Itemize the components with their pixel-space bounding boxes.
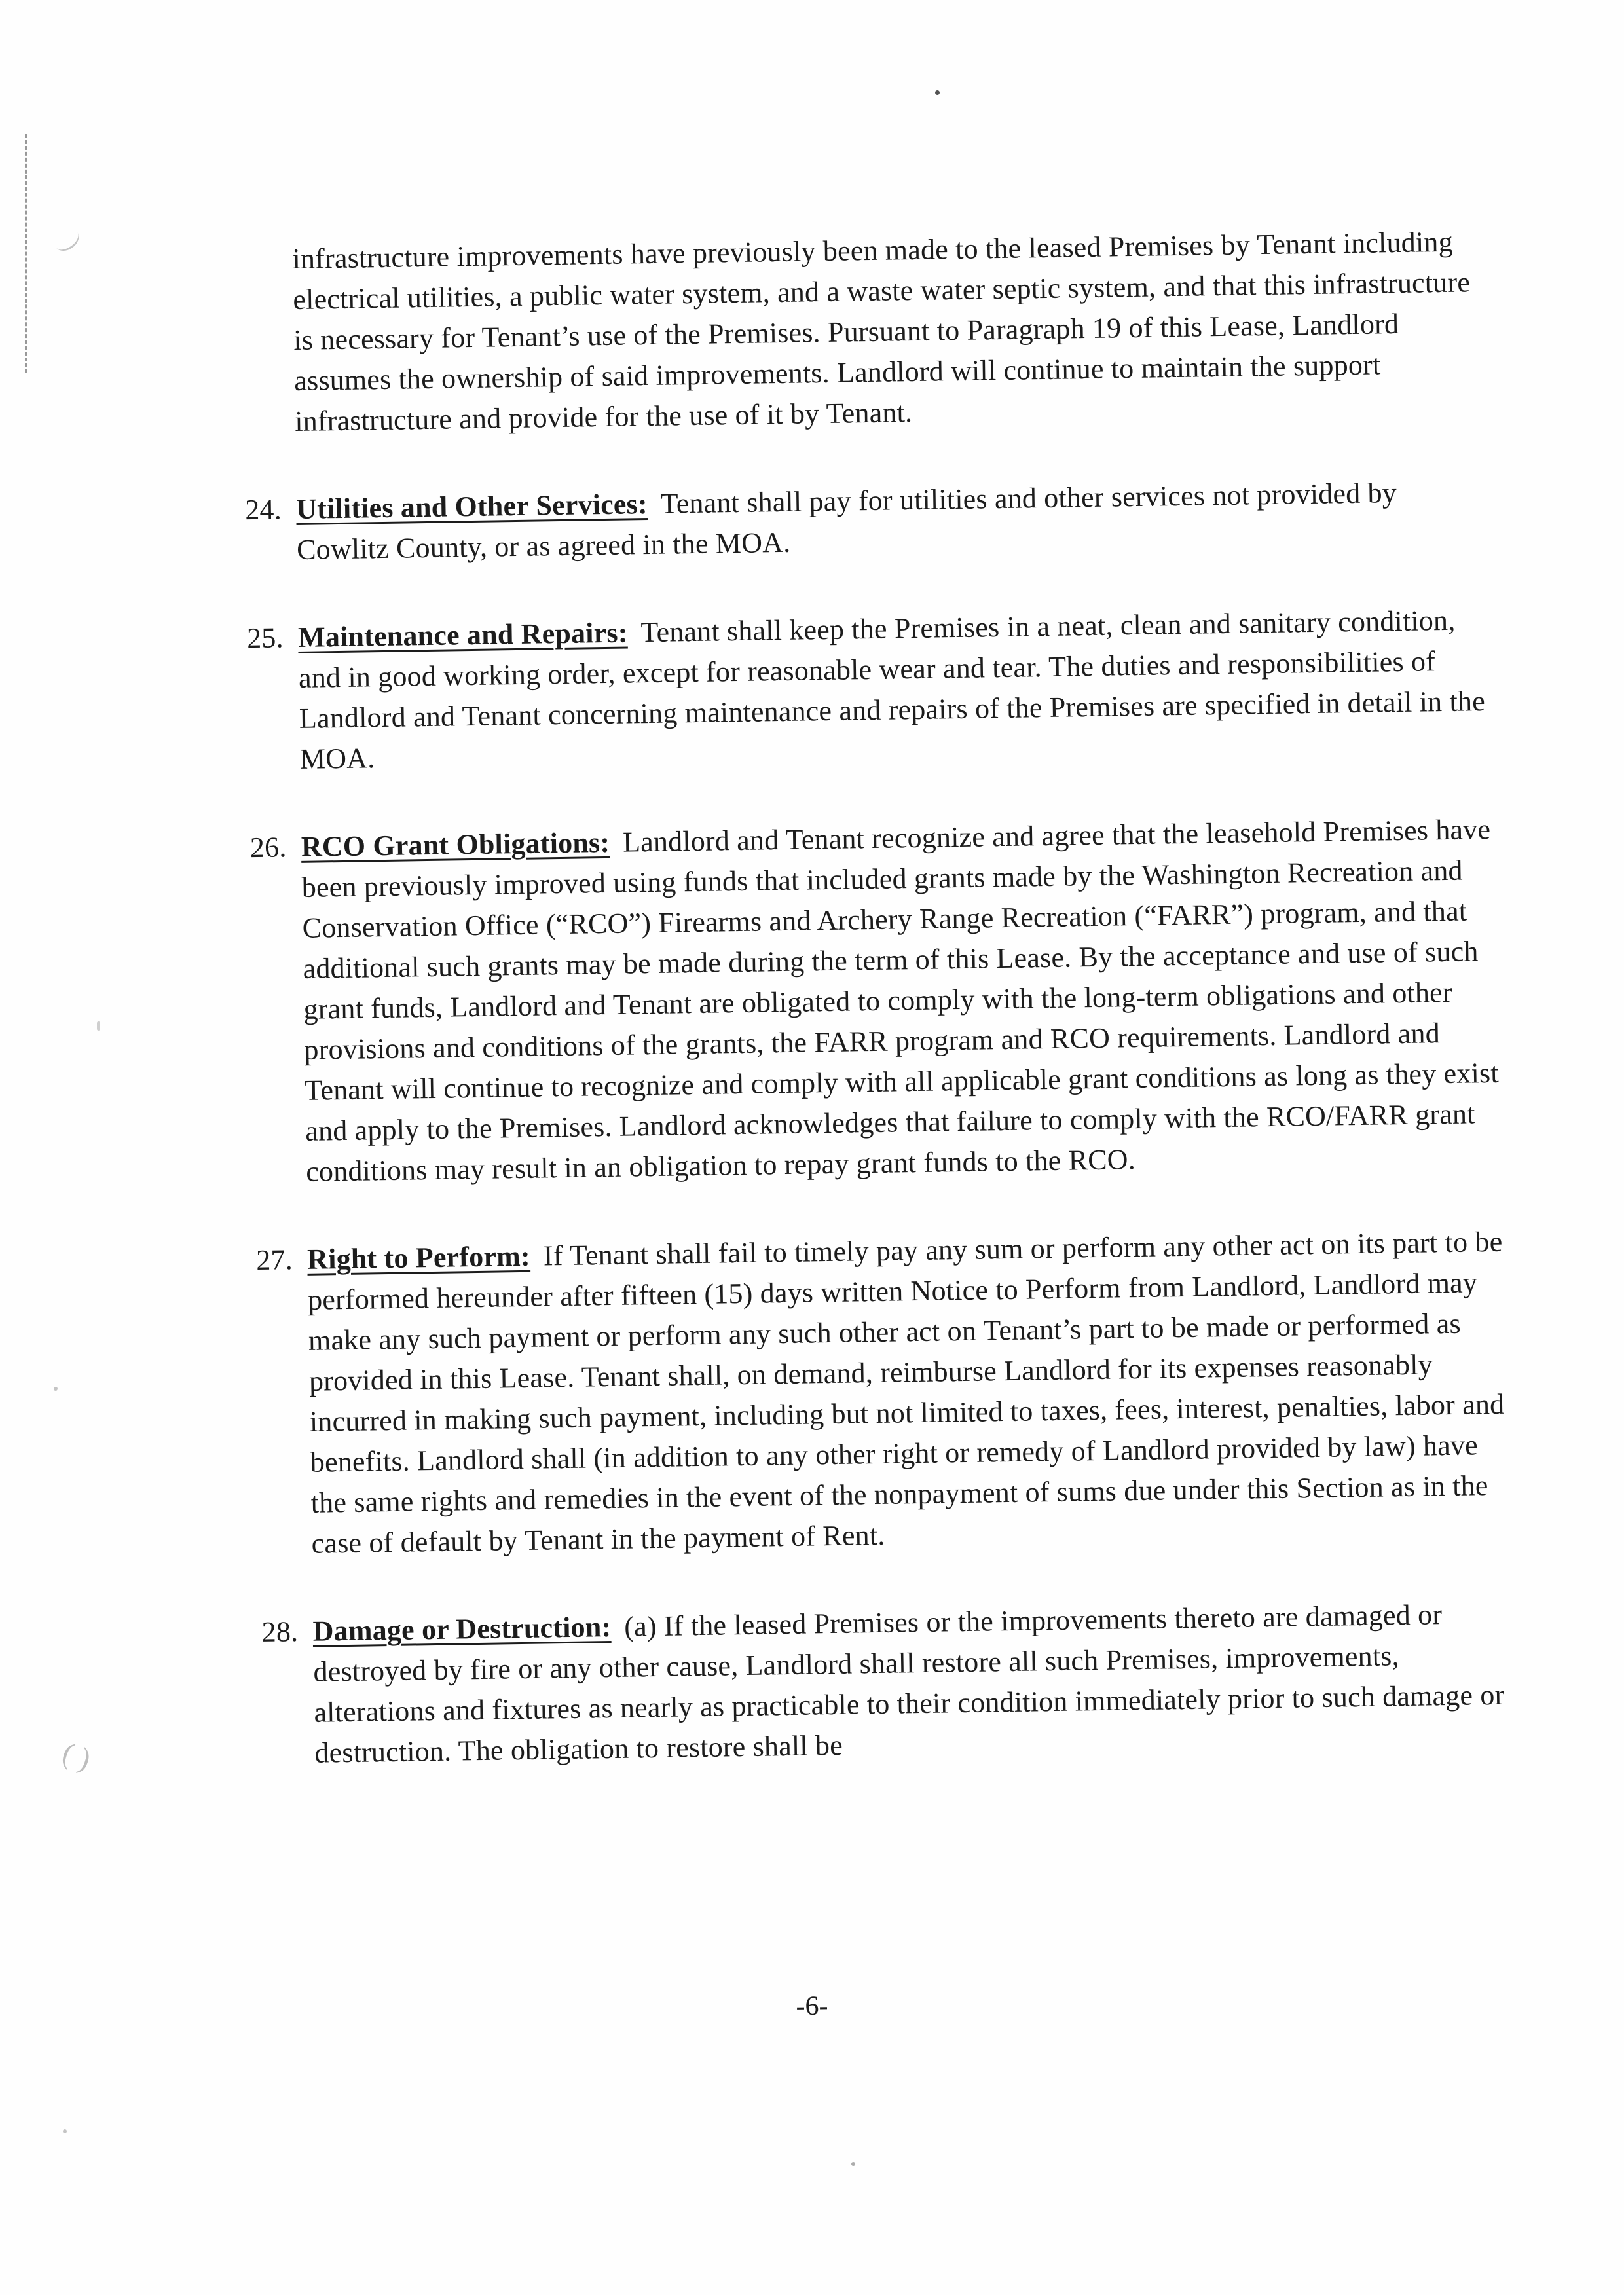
section-rco-grant-obligations — [249, 809, 1505, 1193]
scan-artifact-dot — [851, 2162, 855, 2166]
section-heading: RCO Grant Obligations: — [301, 826, 610, 863]
section-number: 25. — [246, 621, 284, 655]
section-body: Tenant shall keep the Premises in a neat, clean and sanitary condition, and in good working order, except for reasonable wear and tear. The duties and responsibilities of Landlord and Tenant concerning maintenance and repairs of the Premises are specified in detail in the MOA. — [298, 604, 1486, 775]
section-utilities-and-other-services — [245, 471, 1497, 571]
section-number: 28. — [261, 1615, 299, 1648]
section-body: Tenant shall pay for utilities and other services not provided by Cowlitz County, or as agreed in the MOA. — [296, 477, 1397, 566]
section-heading: Maintenance and Repairs: — [297, 616, 628, 653]
section-number: 24. — [244, 493, 282, 526]
scan-artifact-squiggle — [50, 225, 83, 255]
scan-artifact-paren: ( ) — [58, 1735, 95, 1776]
document-body — [241, 221, 1515, 1822]
section-number: 26. — [249, 831, 287, 864]
scan-artifact-tick — [97, 1021, 100, 1031]
scan-artifact-dot — [935, 90, 940, 95]
scan-artifact-dot — [63, 2129, 67, 2133]
scan-artifact-dashed-line — [25, 134, 27, 373]
page-number: -6- — [796, 1991, 828, 2022]
section-body: Landlord and Tenant recognize and agree that the leasehold Premises have been previously improved using funds that included grants made by the Washington Recreation and Conservation Office (“RCO”) Firearms and Archery Range Recreation (“FARR”) program, and that additional such grants may be made during the term of this Lease. By the acceptance and use of such grant funds, Landlord and Tenant are obligated to comply with the long-term obligations and other provisions and conditions of the grants, the FARR program and RCO requirements. Landlord and Tenant will continue to recognize and comply with all applicable grant conditions as long as they exist and apply to the Premises. Landlord acknowledges that failure to comply with the RCO/FARR grant conditions may result in an obligation to repay grant funds to the RCO. — [301, 813, 1500, 1188]
section-maintenance-and-repairs — [247, 600, 1500, 780]
scan-artifact-dot — [54, 1387, 58, 1391]
section-damage-or-destruction — [261, 1594, 1514, 1774]
section-heading: Utilities and Other Services: — [295, 488, 648, 525]
continuation-paragraph: infrastructure improvements have previously been made to the leased Premises by Tenant including electrical utilities, a public water system, and a waste water septic system, and that this infrastructure is necessary for Tenant’s use of the Premises. Pursuant to Paragraph 19 of this Lease, Landlord assumes the ownership of said improvements. Landlord will continue to maintain the support infrastructure and provide for the use of it by Tenant. — [292, 225, 1471, 437]
section-body: If Tenant shall fail to timely pay any sum or perform any other act on its part to be performed hereunder after fifteen (15) days written Notice to Perform from Landlord, Landlord may make any such payment or perform any such other act on Tenant’s part to be made or performed as provided in this Lease. Tenant shall, on demand, reimburse Landlord for its expenses reasonably incurred in making such payment, including but not limited to taxes, fees, interest, penalties, labor and benefits. Landlord shall (in addition to any other right or remedy of Landlord provided by law) have the same rights and remedies in the event of the nonpayment of sums due under this Section as in the case of default by Tenant in the payment of Rent. — [307, 1225, 1505, 1560]
section-number: 27. — [255, 1243, 293, 1276]
section-right-to-perform — [256, 1222, 1511, 1565]
section-heading: Right to Perform: — [306, 1239, 531, 1276]
section-body: (a) If the leased Premises or the improvements thereto are damaged or destroyed by fire or any other cause, Landlord shall restore all such Premises, improvements, alterations and fixtures as nearly as practicable to their condition immediately prior to such damage or destruction. The obligation to restore shall be — [313, 1598, 1505, 1769]
section-heading: Damage or Destruction: — [312, 1611, 612, 1647]
